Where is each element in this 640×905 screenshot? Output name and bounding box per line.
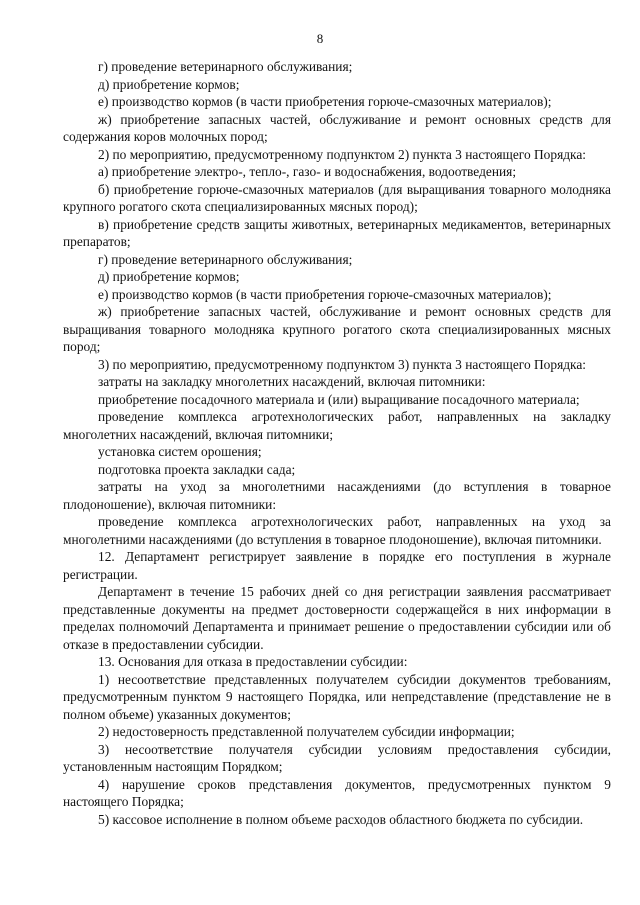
- paragraph: установка систем орошения;: [98, 444, 262, 459]
- paragraph: е) производство кормов (в части приобретения горюче-смазочных материалов);: [98, 94, 552, 109]
- paragraph: 5) кассовое исполнение в полном объеме расходов областного бюджета по субсидии.: [98, 811, 584, 827]
- paragraph: затраты на закладку многолетних насаждений, включая питомники:: [98, 374, 486, 389]
- paragraph: проведение комплекса агротехнологических работ, направленных на закладку многолетних насаждений, включая питомники;: [63, 409, 611, 442]
- paragraph: б) приобретение горюче-смазочных материалов (для выращивания товарного молодняка крупного рогатого скота специализированных мясных пород);: [63, 181, 611, 214]
- paragraph: д) приобретение кормов;: [98, 76, 240, 92]
- paragraph: д) приобретение кормов;: [98, 269, 240, 284]
- paragraph: 1) несоответствие представленных получателем субсидии документов требованиям, предусмотренным пунктом 9 настоящего Порядка, или непредставление (представление не в полном объеме) указанных документов;: [63, 671, 611, 722]
- paragraph: е) производство кормов (в части приобретения горюче-смазочных материалов);: [98, 286, 552, 302]
- paragraph: 4) нарушение сроков представления документов, предусмотренных пунктом 9 настоящего Порядка;: [63, 776, 611, 809]
- paragraph: приобретение посадочного материала и (или) выращивание посадочного материала;: [98, 391, 580, 407]
- paragraph: ж) приобретение запасных частей, обслуживание и ремонт основных средств для содержания коров молочных пород;: [63, 111, 611, 144]
- paragraph: г) проведение ветеринарного обслуживания;: [98, 59, 353, 74]
- document-body: [63, 58, 611, 828]
- paragraph: 3) несоответствие получателя субсидии условиям предоставления субсидии, установленным настоящим Порядком;: [63, 741, 611, 774]
- paragraph: подготовка проекта закладки сада;: [98, 461, 296, 477]
- paragraph: в) приобретение средств защиты животных, ветеринарных медикаментов, ветеринарных препаратов;: [63, 216, 611, 249]
- paragraph: 2) недостоверность представленной получателем субсидии информации;: [98, 724, 515, 739]
- paragraph: 2) по мероприятию, предусмотренному подпунктом 2) пункта 3 настоящего Порядка:: [98, 146, 587, 162]
- paragraph: затраты на уход за многолетними насаждениями (до вступления в товарное плодоношение), включая питомники:: [63, 479, 611, 512]
- paragraph: 3) по мероприятию, предусмотренному подпунктом 3) пункта 3 настоящего Порядка:: [98, 356, 587, 372]
- paragraph: 13. Основания для отказа в предоставлении субсидии:: [98, 654, 408, 669]
- paragraph: 12. Департамент регистрирует заявление в порядке его поступления в журнале регистрации.: [63, 549, 611, 582]
- paragraph: а) приобретение электро-, тепло-, газо- и водоснабжения, водоотведения;: [98, 164, 517, 179]
- paragraph: проведение комплекса агротехнологических работ, направленных на уход за многолетними насаждениями (до вступления в товарное плодоношение), включая питомники.: [63, 514, 611, 547]
- paragraph: г) проведение ветеринарного обслуживания;: [98, 251, 353, 267]
- paragraph: ж) приобретение запасных частей, обслуживание и ремонт основных средств для выращивания товарного молодняка крупного рогатого скота специализированных мясных пород;: [63, 304, 611, 354]
- page-number: 8: [316, 31, 324, 46]
- paragraph: Департамент в течение 15 рабочих дней со дня регистрации заявления рассматривает представленные документы на предмет достоверности содержащейся в них информации в пределах полномочий Департамента и принимает решение о предоставлении субсидии или об отказе в предоставлении субсидии.: [63, 584, 611, 652]
